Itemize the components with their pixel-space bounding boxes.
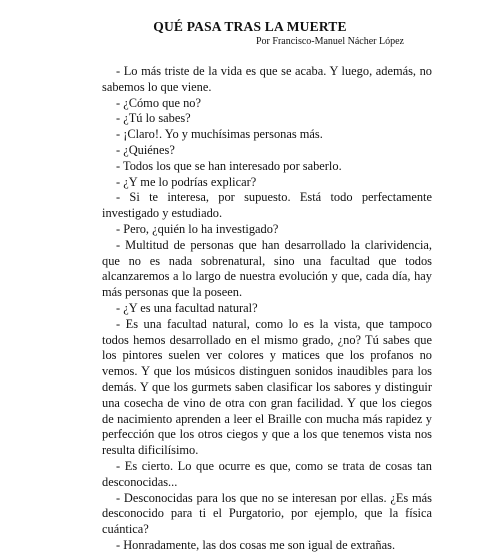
document-title: QUÉ PASA TRAS LA MUERTE: [153, 19, 347, 34]
paragraph: - Si te interesa, por supuesto. Está todo perfectamente investigado y estudiado.: [102, 190, 432, 221]
document-body: [102, 64, 432, 554]
paragraph: - Todos los que se han interesado por saberlo.: [116, 158, 342, 173]
paragraph: - ¿Quiénes?: [116, 142, 175, 157]
paragraph: - ¡Claro!. Yo y muchísimas personas más.: [116, 127, 323, 142]
paragraph: - Lo más triste de la vida es que se acaba. Y luego, además, no sabemos lo que viene.: [102, 64, 432, 94]
paragraph: - ¿Tú lo sabes?: [116, 111, 191, 126]
paragraph: - Es cierto. Lo que ocurre es que, como se trata de cosas tan desconocidas...: [102, 458, 432, 489]
paragraph: - Pero, ¿quién lo ha investigado?: [116, 221, 279, 236]
paragraph: - Es una facultad natural, como lo es la vista, que tampoco todos hemos desarrollado en el mismo grado, ¿no? Tú sabes que los pintores suelen ver colores y matices que los profanos no vemos. Y que los músicos distinguen sonidos inaudibles para los demás. Y que los gurmets saben clasificar los sabores y distinguir una cosecha de vino de otra con gran facilidad. Y que los ciegos de nacimiento aprenden a leer el Braille con mucha más rapidez y perfección que los otros ciegos y que a los que tenemos vista nos resulta dificilísimo.: [102, 316, 432, 458]
paragraph: - ¿Cómo que no?: [116, 95, 201, 110]
paragraph: - Multitud de personas que han desarrollado la clarividencia, que no es nada sobrenatural, sino una facultad que todos alcanzaremos a lo largo de nuestra evolución y que, cada día, hay más personas que la poseen.: [102, 237, 432, 300]
paragraph: - ¿Y es una facultad natural?: [116, 300, 258, 315]
document-author: Por Francisco-Manuel Nácher López: [256, 36, 404, 47]
paragraph: - Honradamente, las dos cosas me son igual de extrañas.: [116, 537, 396, 552]
paragraph: - Desconocidas para los que no se interesan por ellas. ¿Es más desconocido para ti el Purgatorio, por ejemplo, que la física cuántica?: [102, 490, 432, 537]
paragraph: - ¿Y me lo podrías explicar?: [116, 174, 257, 189]
